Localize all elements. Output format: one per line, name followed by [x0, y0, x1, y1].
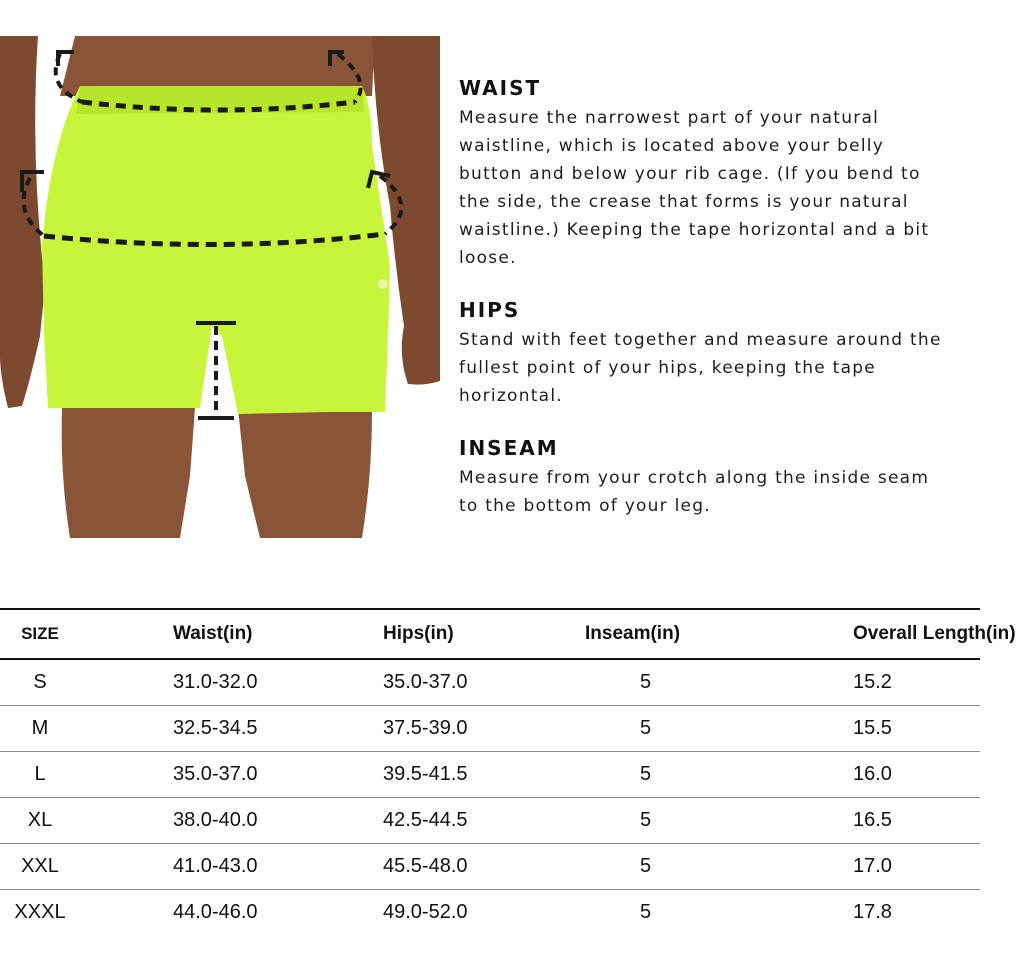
- cell-inseam: 5: [495, 706, 775, 752]
- table-row: [0, 844, 980, 890]
- cell-waist: 31.0-32.0: [80, 659, 290, 706]
- cell-size: XXL: [0, 844, 80, 890]
- cell-inseam: 5: [640, 901, 652, 923]
- cell-overall-length: 16.5: [775, 798, 980, 844]
- cell-inseam: 5: [495, 798, 775, 844]
- cell-size: S: [0, 659, 80, 706]
- cell-waist: 38.0-40.0: [80, 798, 290, 844]
- table-row: [0, 798, 980, 844]
- cell-inseam: 5: [495, 659, 775, 706]
- cell-overall-length: 17.8: [853, 901, 892, 923]
- cell-hips: 45.5-48.0: [290, 844, 495, 890]
- cell-size: XXXL: [14, 901, 66, 923]
- right-leg: [238, 408, 372, 538]
- header-overall-length: Overall Length(in): [775, 609, 980, 659]
- cell-overall-length: 15.2: [775, 659, 980, 706]
- logo-dot-icon: [378, 279, 388, 289]
- cell-hips: 39.5-41.5: [290, 752, 495, 798]
- cell-inseam: 5: [495, 752, 775, 798]
- table-row: [0, 659, 980, 706]
- cell-size: L: [0, 752, 80, 798]
- hips-section: [459, 298, 954, 410]
- cell-size: M: [0, 706, 80, 752]
- left-leg: [62, 408, 195, 538]
- cell-hips: 49.0-52.0: [383, 901, 468, 923]
- cell-hips: 42.5-44.5: [290, 798, 495, 844]
- header-hips: Hips(in): [290, 609, 495, 659]
- table-row: [0, 890, 980, 936]
- inseam-instructions: Measure from your crotch along the inside seam to the bottom of your leg.: [459, 468, 930, 516]
- measurement-guide: [459, 76, 954, 546]
- waist-instructions: Measure the narrowest part of your natural waistline, which is located above your belly button and below your rib cage. (If you bend to the side, the crease that forms is your natural waistline.) Keeping the tape horizontal and a bit loose.: [459, 108, 930, 268]
- cell-waist: 44.0-46.0: [173, 901, 258, 923]
- left-arm: [0, 36, 45, 408]
- hips-instructions: Stand with feet together and measure around the fullest point of your hips, keeping the tape horizontal.: [459, 330, 942, 406]
- cell-waist: 41.0-43.0: [80, 844, 290, 890]
- model-figure: [0, 36, 440, 538]
- header-inseam: Inseam(in): [495, 609, 775, 659]
- waist-section: [459, 76, 954, 272]
- cell-hips: 37.5-39.0: [290, 706, 495, 752]
- header-waist: Waist(in): [80, 609, 290, 659]
- table-row: [0, 706, 980, 752]
- table-row: [0, 752, 980, 798]
- model-shorts-illustration: [0, 36, 440, 538]
- cell-overall-length: 16.0: [775, 752, 980, 798]
- waist-heading: WAIST: [459, 76, 542, 100]
- cell-inseam: 5: [495, 844, 775, 890]
- hips-heading: HIPS: [459, 298, 521, 322]
- cell-overall-length: 15.5: [775, 706, 980, 752]
- cell-size: XL: [0, 798, 80, 844]
- cell-waist: 32.5-34.5: [80, 706, 290, 752]
- inseam-heading: INSEAM: [459, 436, 559, 460]
- size-chart-table: [0, 608, 1016, 935]
- table-header-row: [0, 609, 980, 659]
- header-size: SIZE: [0, 609, 80, 659]
- cell-hips: 35.0-37.0: [290, 659, 495, 706]
- cell-overall-length: 17.0: [775, 844, 980, 890]
- cell-waist: 35.0-37.0: [80, 752, 290, 798]
- inseam-section: [459, 436, 954, 520]
